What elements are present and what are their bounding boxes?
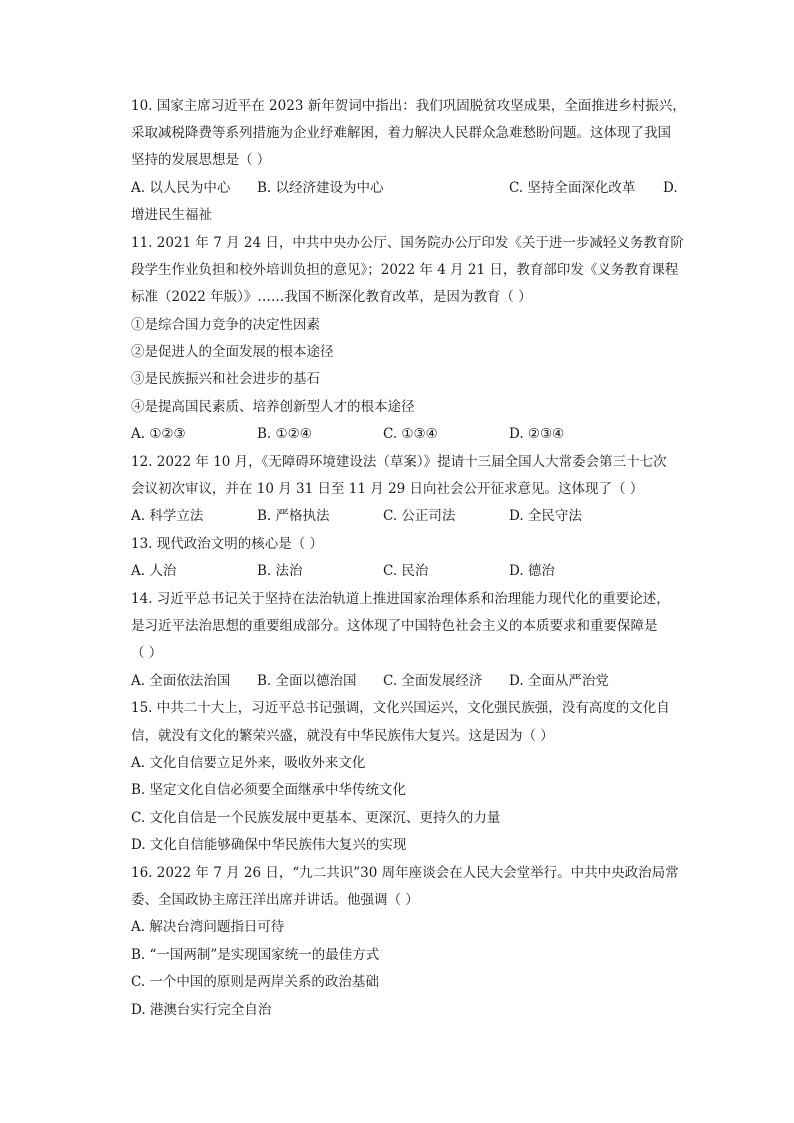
question-11-item-1: ①是综合国力竞争的决定性因素 <box>131 317 320 333</box>
question-11-option-c: C. ①③④ <box>383 426 438 442</box>
question-10-option-b: B. 以经济建设为中心 <box>257 180 384 196</box>
question-11-option-a: A. ①②③ <box>131 426 186 442</box>
question-10-line-1: 10. 国家主席习近平在 2023 新年贺词中指出：我们巩固脱贫攻坚成果，全面推进乡村振兴， <box>131 98 686 114</box>
question-11-line-2: 段学生作业负担和校外培训负担的意见》；2022 年 4 月 21 日，教育部印发《义务教育课程 <box>131 262 679 278</box>
question-16-option-c: C. 一个中国的原则是两岸关系的政治基础 <box>131 974 379 990</box>
question-14-option-c: C. 全面发展经济 <box>383 673 483 689</box>
question-12-line-2: 会议初次审议，并在 10 月 31 日至 11 月 29 日向社会公开征求意见。这体现了（ ） <box>131 481 644 497</box>
question-14-line-2: 是习近平法治思想的重要组成部分。这体现了中国特色社会主义的本质要求和重要保障是 <box>131 618 658 634</box>
question-14-line-1: 14. 习近平总书记关于坚持在法治轨道上推进国家治理体系和治理能力现代化的重要论述， <box>131 591 670 607</box>
question-11-option-b: B. ①②④ <box>257 426 312 442</box>
question-14-option-d: D. 全面从严治党 <box>509 673 609 689</box>
question-13-option-d: D. 德治 <box>509 563 555 579</box>
question-12-line-1: 12. 2022 年 10 月，《无障碍环境建设法（草案）》提请十三届全国人大常委会第三十七次 <box>131 454 667 470</box>
question-13-option-b: B. 法治 <box>257 563 303 579</box>
question-14-option-b: B. 全面以德治国 <box>257 673 357 689</box>
question-13-line-1: 13. 现代政治文明的核心是（ ） <box>131 536 324 552</box>
question-14-option-a: A. 全面依法治国 <box>131 673 231 689</box>
question-15-option-c: C. 文化自信是一个民族发展中更基本、更深沉、更持久的力量 <box>131 810 501 826</box>
question-12-option-a: A. 科学立法 <box>131 508 204 524</box>
question-10-option-d-continued: 增进民生福祉 <box>131 207 212 223</box>
question-14-line-3: （ ） <box>131 645 163 661</box>
question-11-item-4: ④是提高国民素质、培养创新型人才的根本途径 <box>131 399 415 415</box>
question-13-option-c: C. 民治 <box>383 563 429 579</box>
question-11-line-1: 11. 2021 年 7 月 24 日，中共中央办公厅、国务院办公厅印发《关于进一步减轻义务教育阶 <box>131 235 684 251</box>
question-10-line-3: 坚持的发展思想是（ ） <box>131 152 271 168</box>
question-12-option-b: B. 严格执法 <box>257 508 330 524</box>
question-15-option-a: A. 文化自信要立足外来，吸收外来文化 <box>131 755 366 771</box>
question-10-option-d: D. <box>663 180 678 196</box>
question-11-item-3: ③是民族振兴和社会进步的基石 <box>131 371 320 387</box>
question-16-option-d: D. 港澳台实行完全自治 <box>131 1002 272 1018</box>
question-10-option-c: C. 坚持全面深化改革 <box>509 180 636 196</box>
question-15-line-1: 15. 中共二十大上，习近平总书记强调，文化兴国运兴，文化强民族强，没有高度的文化自 <box>131 700 670 716</box>
question-15-line-2: 信，就没有文化的繁荣兴盛，就没有中华民族伟大复兴。这是因为（ ） <box>131 728 554 744</box>
question-11-option-d: D. ②③④ <box>509 426 565 442</box>
question-11-line-3: 标准（2022 年版）》……我国不断深化教育改革，是因为教育（ ） <box>131 289 532 305</box>
question-10-option-a: A. 以人民为中心 <box>131 180 231 196</box>
question-16-line-1: 16. 2022 年 7 月 26 日，“九二共识”30 周年座谈会在人民大会堂举行。中共中央政治局常 <box>131 865 679 881</box>
question-16-option-b: B. “一国两制”是实现国家统一的最佳方式 <box>131 947 380 963</box>
question-11-item-2: ②是促进人的全面发展的根本途径 <box>131 344 334 360</box>
question-16-line-2: 委、全国政协主席汪洋出席并讲话。他强调（ ） <box>131 892 419 908</box>
question-13-option-a: A. 人治 <box>131 563 177 579</box>
question-10-line-2: 采取减税降费等系列措施为企业纾难解困，着力解决人民群众急难愁盼问题。这体现了我国 <box>131 125 671 141</box>
question-16-option-a: A. 解决台湾问题指日可待 <box>131 919 285 935</box>
question-12-option-d: D. 全民守法 <box>509 508 582 524</box>
question-15-option-d: D. 文化自信能够确保中华民族伟大复兴的实现 <box>131 837 407 853</box>
question-12-option-c: C. 公正司法 <box>383 508 456 524</box>
question-15-option-b: B. 坚定文化自信必须要全面继承中华传统文化 <box>131 782 407 798</box>
